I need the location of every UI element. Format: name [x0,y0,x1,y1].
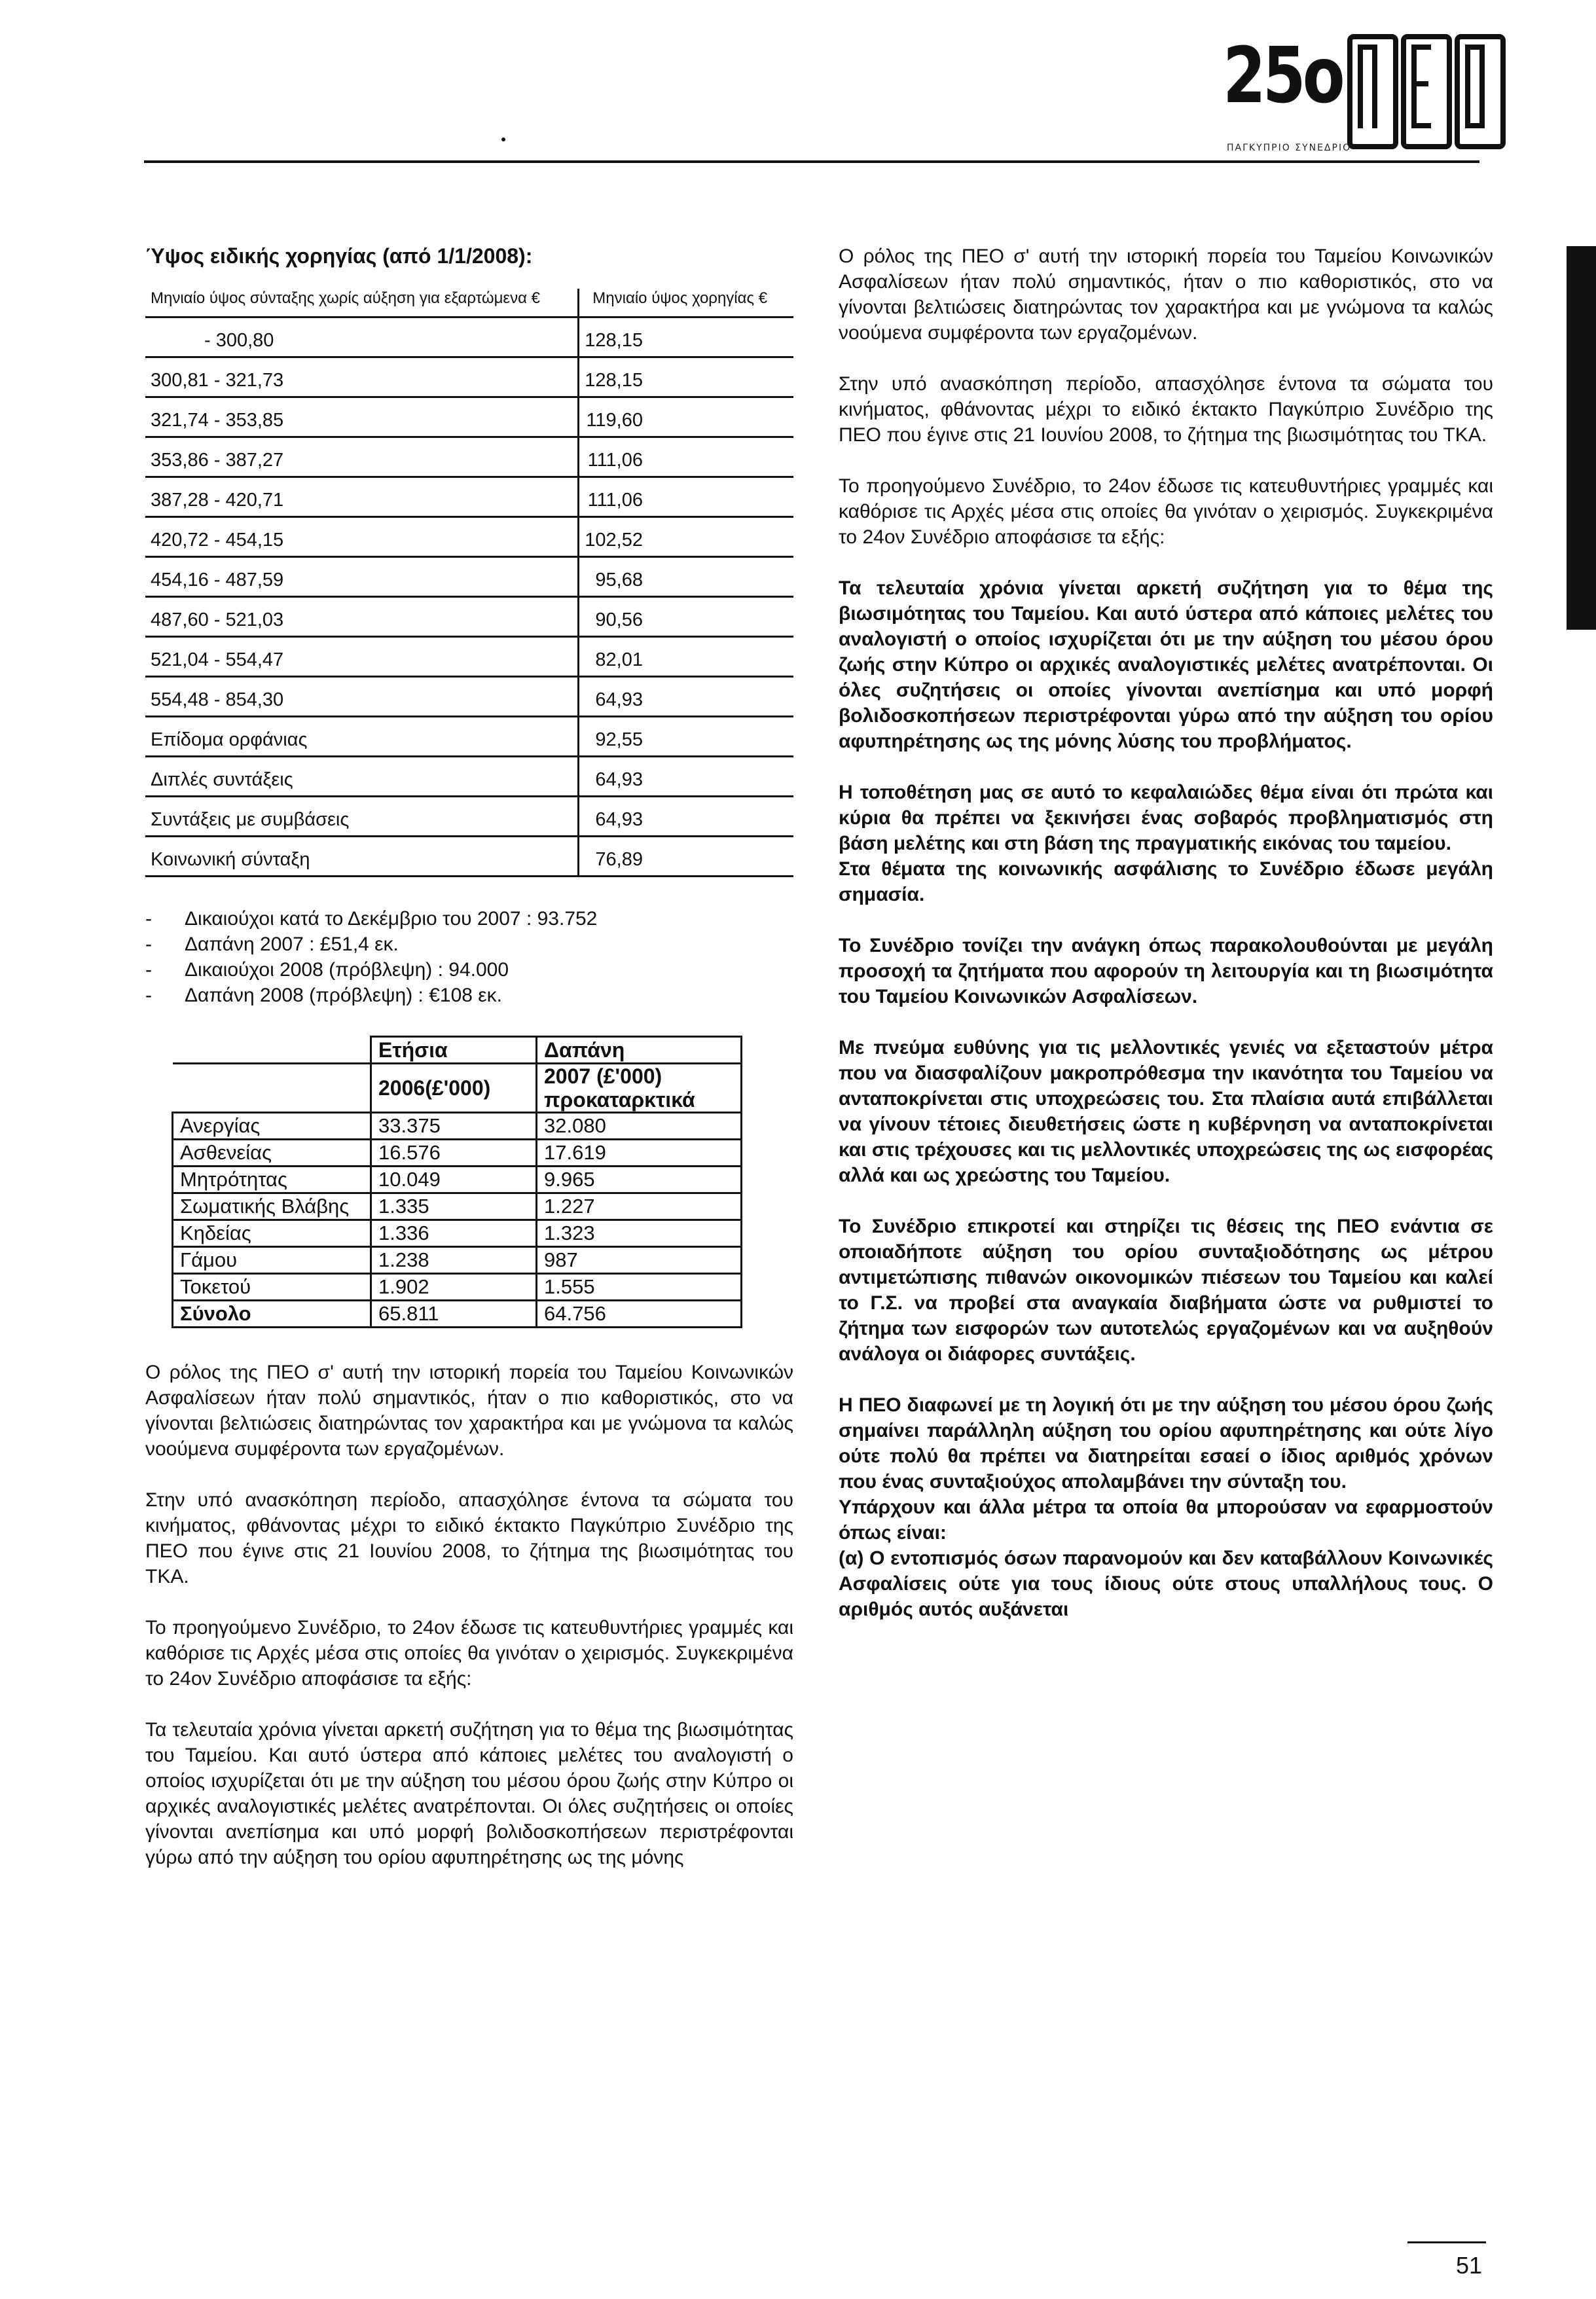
table2-row [173,1140,742,1167]
table1-row [145,557,793,597]
table1-row [145,517,793,557]
table1-amount: 82,01 [579,637,793,677]
table2-cell-y2007: 1.555 [537,1274,742,1301]
table1-amount: 92,55 [579,717,793,757]
table1-amount: 76,89 [579,837,793,877]
right-paragraph: Το προηγούμενο Συνέδριο, το 24ον έδωσε τις κατευθυντήριες γραμμές και καθόρισε τις Αρχές μέσα στις οποίες θα γινόταν ο χειρισμός. Συγκεκριμένα το 24ον Συνέδριο αποφάσισε τα εξής: [839,475,1493,548]
table1-row [145,477,793,517]
right-paragraph: Η τοποθέτηση μας σε αυτό το κεφαλαιώδες θέμα είναι ότι πρώτα και κύρια θα πρέπει να ξεκινήσει ένας σοβαρός προβληματισμός στη βάση μελέτης και στη βάση της πραγματικής εικόνας του ταμείου. [839,782,1493,854]
table1-range: Επίδομα ορφάνιας [145,717,579,757]
table2-cell-label: Σύνολο [173,1301,371,1328]
table1-range: 321,74 - 353,85 [145,397,579,437]
table2-cell-label: Γάμου [173,1247,371,1274]
table1-row [145,597,793,637]
table2-cell-y2007: 32.080 [537,1113,742,1140]
right-paragraph: Το Συνέδριο επικροτεί και στηρίζει τις θέσεις της ΠΕΟ ενάντια σε οποιαδήποτε αύξηση του ορίου συνταξιοδότησης ως μέτρου αντιμετώπισης πιθανών οικονομικών πιέσεων του Ταμείου και καλεί το Γ.Σ. να προβεί στα αναγκαία διαβήματα ώστε να ρυθμιστεί το ζήτημα των εισφορών των αυτοτελώς εργαζομένων και να αυξηθούν ανάλογα οι διάφορες συντάξεις. [839,1216,1493,1365]
right-paragraph: Το Συνέδριο τονίζει την ανάγκη όπως παρακολουθούνται με μεγάλη προσοχή τα ζητήματα που αφορούν τη λειτουργία και τη βιωσιμότητα του Ταμείου Κοινωνικών Ασφαλίσεων. [839,935,1493,1007]
table1-amount: 119,60 [579,397,793,437]
peo-congress-logo [1223,26,1498,157]
table2-row [173,1167,742,1193]
table2-row [173,1113,742,1140]
beneficiaries-item: - Δικαιούχοι 2008 (πρόβλεψη) : 94.000 [145,957,793,983]
table2-cell-label: Σωματικής Βλάβης [173,1193,371,1220]
table1-row [145,757,793,797]
beneficiaries-item: - Δαπάνη 2007 : £51,4 εκ. [145,932,793,957]
table1-title: Ύψος ειδικής χορηγίας (από 1/1/2008): [145,244,533,268]
table2-row [173,1301,742,1328]
left-paragraph: Τα τελευταία χρόνια γίνεται αρκετή συζήτηση για το θέμα της βιωσιμότητας του Ταμείου. Και αυτό ύστερα από κάποιες μελέτες του αναλογιστή ο οποίος ισχυρίζεται ότι με την αύξηση του μέσου όρου ζωής στην Κύπρο οι αρχικές αναλογιστικές μελέτες ανατρέπονται. Οι όλες συζητήσεις οι οποίες γίνονται ανεπίσημα και υπό μορφή βολιδοσκοπήσεων περιστρέφονται γύρω από την αύξηση του ορίου αφυπηρέτησης ως της μόνης [145,1719,793,1868]
table2-cell-y2007: 64.756 [537,1301,742,1328]
right-paragraph: Στην υπό ανασκόπηση περίοδο, απασχόλησε έντονα τα σώματα του κινήματος, φθάνοντας μέχρι το ειδικό έκτακτο Παγκύπριο Συνέδριο της ΠΕΟ που έγινε στις 21 Ιουνίου 2008, το ζήτημα της βιωσιμότητας του ΤΚΑ. [839,373,1493,446]
table1-amount: 95,68 [579,557,793,597]
table2-cell-y2006: 33.375 [371,1113,537,1140]
table1-range: 487,60 - 521,03 [145,597,579,637]
table1-range: - 300,80 [145,317,579,357]
benefits-expenditure-table [172,1036,742,1328]
page-number-rule [1407,2241,1486,2243]
table1-range: 521,04 - 554,47 [145,637,579,677]
table1-row [145,357,793,397]
logo-letter-box-epsilon [1401,34,1452,149]
table1-amount: 111,06 [579,437,793,477]
table2-cell-label: Ανεργίας [173,1113,371,1140]
table2-head-annual: Ετήσια [371,1037,537,1064]
right-paragraph: Η ΠΕΟ διαφωνεί με τη λογική ότι με την αύξηση του μέσου όρου ζωής σημαίνει παράλληλη αύξηση του ορίου αφυπηρέτησης και ούτε λίγο ούτε πολύ θα πρέπει να διατηρείται εσαεί ο ίδιος αριθμός χρόνων που ένας συνταξιούχος απολαμβάνει την σύνταξη του. [839,1394,1493,1493]
table1-row [145,677,793,717]
logo-letter-box-pi [1347,34,1398,149]
table1-range: Κοινωνική σύνταξη [145,837,579,877]
table1-range: 300,81 - 321,73 [145,357,579,397]
table2-cell-y2007: 1.227 [537,1193,742,1220]
table2-cell-label: Τοκετού [173,1274,371,1301]
table2-cell-y2006: 1.902 [371,1274,537,1301]
table1-row [145,837,793,877]
logo-letter-box-omicron [1455,34,1506,149]
right-paragraph: Υπάρχουν και άλλα μέτρα τα οποία θα μπορούσαν να εφαρμοστούν όπως είναι: [839,1496,1493,1544]
right-column [839,244,1493,1622]
header-rule [144,160,1479,163]
table1-amount: 128,15 [579,357,793,397]
table2-cell-y2007: 987 [537,1247,742,1274]
table2-row [173,1247,742,1274]
table1-range: 554,48 - 854,30 [145,677,579,717]
left-column [145,244,793,1870]
table1-range: Συντάξεις με συμβάσεις [145,797,579,837]
table1-row [145,797,793,837]
table2-cell-y2006: 16.576 [371,1140,537,1167]
table2-head-2006: 2006(£'000) [371,1064,537,1113]
table2-cell-y2007: 17.619 [537,1140,742,1167]
table2-cell-y2006: 1.335 [371,1193,537,1220]
table1-amount: 64,93 [579,677,793,717]
table1-row [145,317,793,357]
table2-cell-y2006: 1.336 [371,1220,537,1247]
table2-row [173,1274,742,1301]
table1-amount: 64,93 [579,757,793,797]
beneficiaries-list [145,906,793,1008]
table2-corner [173,1037,371,1064]
table1-range: 420,72 - 454,15 [145,517,579,557]
table1-amount: 64,93 [579,797,793,837]
beneficiaries-item: - Δαπάνη 2008 (πρόβλεψη) : €108 εκ. [145,983,793,1008]
logo-number: 25ο [1223,30,1342,120]
table2-cell-y2006: 65.811 [371,1301,537,1328]
right-paragraph: Τα τελευταία χρόνια γίνεται αρκετή συζήτηση για το θέμα της βιωσιμότητας του Ταμείου. Και αυτό ύστερα από κάποιες μελέτες του αναλογιστή ο οποίος ισχυρίζεται ότι με την αύξηση του μέσου όρου ζωής στην Κύπρο οι αρχικές αναλογιστικές μελέτες ανατρέπονται. Οι όλες συζητήσεις οι οποίες γίνονται ανεπίσημα και υπό μορφή βολιδοσκοπήσεων περιστρέφονται γύρω από την αύξηση του ορίου αφυπηρέτησης ως της μόνης λύσης του προβλήματος. [839,577,1493,752]
table1-amount: 111,06 [579,477,793,517]
right-paragraph: Στα θέματα της κοινωνικής ασφάλισης το Συνέδριο έδωσε μεγάλη σημασία. [839,858,1493,905]
table1-amount: 128,15 [579,317,793,357]
left-paragraph: Στην υπό ανασκόπηση περίοδο, απασχόλησε έντονα τα σώματα του κινήματος, φθάνοντας μέχρι το ειδικό έκτακτο Παγκύπριο Συνέδριο της ΠΕΟ που έγινε στις 21 Ιουνίου 2008, το ζήτημα της βιωσιμότητας του ΤΚΑ. [145,1489,793,1587]
table2-cell-y2007: 1.323 [537,1220,742,1247]
table2-head-2007: 2007 (£'000) προκαταρκτικά [537,1064,742,1113]
table1-row [145,717,793,757]
table2-row [173,1220,742,1247]
table1-amount: 102,52 [579,517,793,557]
special-allowance-table [145,289,793,877]
table1-range: Διπλές συντάξεις [145,757,579,797]
table2-corner-2 [173,1064,371,1113]
right-paragraph: (α) Ο εντοπισμός όσων παρανομούν και δεν καταβάλλουν Κοινωνικές Ασφαλίσεις ούτε για τους ίδιους ούτε στους υπαλλήλους τους. Ο αριθμός αυτός αυξάνεται [839,1548,1493,1620]
table2-cell-label: Ασθενείας [173,1140,371,1167]
left-text-block [145,1360,793,1870]
table1-header-col1: Μηνιαίο ύψος σύνταξης χωρίς αύξηση για εξαρτώμενα € [145,289,579,317]
right-paragraph: Ο ρόλος της ΠΕΟ σ' αυτή την ιστορική πορεία του Ταμείου Κοινωνικών Ασφαλίσεων ήταν πολύ σημαντικός, ήταν ο πιο καθοριστικός, στο να γίνονται βελτιώσεις διατηρώντας τον χαρακτήρα και με γνώμονα τα καλώς νοούμενα συμφέροντα των εργαζομένων. [839,245,1493,344]
table1-range: 454,16 - 487,59 [145,557,579,597]
left-paragraph: Ο ρόλος της ΠΕΟ σ' αυτή την ιστορική πορεία του Ταμείου Κοινωνικών Ασφαλίσεων ήταν πολύ σημαντικός, ήταν ο πιο καθοριστικός, στο να γίνονται βελτιώσεις διατηρώντας τον χαρακτήρα και με γνώμονα τα καλώς νοούμενα συμφέροντα των εργαζομένων. [145,1362,793,1460]
table1-row [145,637,793,677]
table2-row [173,1193,742,1220]
stray-dot [501,137,505,141]
table1-range: 353,86 - 387,27 [145,437,579,477]
logo-subtitle: ΠΑΓΚΥΠΡΙΟ ΣΥΝΕΔΡΙΟ [1227,143,1352,153]
table1-range: 387,28 - 420,71 [145,477,579,517]
table1-row [145,397,793,437]
table1-amount: 90,56 [579,597,793,637]
side-edge-marker [1567,246,1596,630]
table1-header-col2: Μηνιαίο ύψος χορηγίας € [579,289,793,317]
table1-row [145,437,793,477]
table2-cell-y2006: 10.049 [371,1167,537,1193]
beneficiaries-item: - Δικαιούχοι κατά το Δεκέμβριο του 2007 : 93.752 [145,906,793,932]
table2-head-expenditure: Δαπάνη [537,1037,742,1064]
table2-cell-y2006: 1.238 [371,1247,537,1274]
table2-cell-y2007: 9.965 [537,1167,742,1193]
table2-cell-label: Μητρότητας [173,1167,371,1193]
left-paragraph: Το προηγούμενο Συνέδριο, το 24ον έδωσε τις κατευθυντήριες γραμμές και καθόρισε τις Αρχές μέσα στις οποίες θα γινόταν ο χειρισμός. Συγκεκριμένα το 24ον Συνέδριο αποφάσισε τα εξής: [145,1617,793,1690]
table2-cell-label: Κηδείας [173,1220,371,1247]
page-number: 51 [1456,2252,1483,2279]
right-paragraph: Με πνεύμα ευθύνης για τις μελλοντικές γενιές να εξεταστούν μέτρα που να διασφαλίζουν μακροπρόθεσμα την ικανότητα του Ταμείου να ανταποκρίνεται στις υποχρεώσεις του. Στα πλαίσια αυτά επιβάλλεται να γίνουν τέτοιες διευθετήσεις ώστε η κυβέρνηση να ανταποκρίνεται και στις τρέχουσες και τις μελλοντικές υποχρεώσεις της ως εισφορέας αλλά και ως χρεώστης του Ταμείου. [839,1037,1493,1186]
